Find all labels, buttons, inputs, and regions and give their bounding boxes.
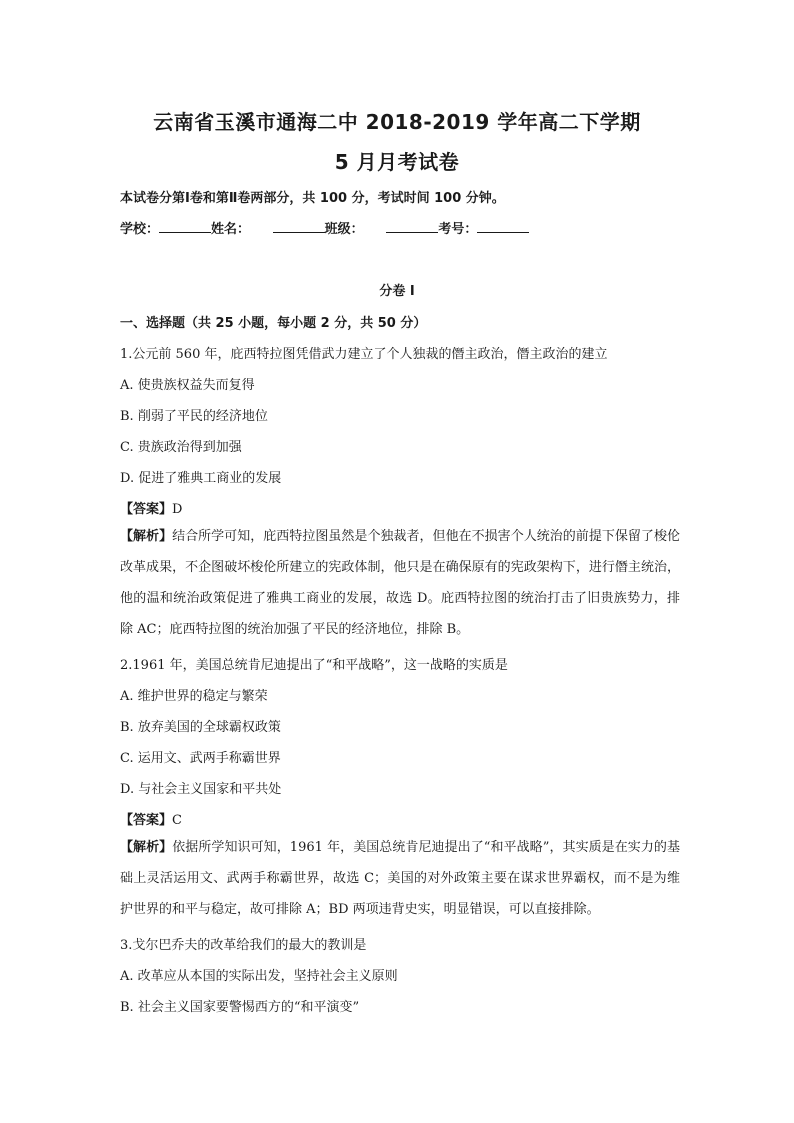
analysis-paragraph [120,832,680,925]
option-d: D. 与社会主义国家和平共处 [120,782,282,797]
answer-tag: 【答案】 [120,502,173,517]
section-title: 分卷 I [379,284,415,299]
answer-value: C [172,813,182,828]
student-info-fields [120,218,529,237]
analysis-tag: 【解析】 [120,840,173,855]
name-label: 姓名： [211,222,251,237]
exam-title-line1: 云南省玉溪市通海二中 2018-2019 学年高二下学期 [153,110,641,134]
class-label: 班级： [324,222,364,237]
answer-line [120,809,182,828]
option-a: A. 改革应从本国的实际出发，坚持社会主义原则 [120,969,398,984]
question-stem: 1.公元前 560 年，庇西特拉图凭借武力建立了个人独裁的僭主政治，僭主政治的建立 [120,347,608,362]
answer-value: D [172,502,183,517]
analysis-paragraph [120,521,680,645]
exam-info: 本试卷分第Ⅰ卷和第Ⅱ卷两部分，共 100 分，考试时间 100 分钟。 [120,191,505,206]
option-a: A. 维护世界的稳定与繁荣 [120,689,268,704]
option-c: C. 运用文、武两手称霸世界 [120,751,281,766]
analysis-text: 依据所学知识可知，1961 年，美国总统肯尼迪提出了“和平战略”，其实质是在实力的基础上灵活运用文、武两手称霸世界，故选 C；美国的对外政策主要在谋求世界霸权，而不是为维护世界的和平与稳定，故可排除 A；BD 两项违背史实，明显错误，可以直接排除。 [120,840,680,917]
exam-title-line2: 5 月月考试卷 [334,150,460,174]
analysis-tag: 【解析】 [120,529,173,544]
analysis-text: 结合所学可知，庇西特拉图虽然是个独裁者，但他在不损害个人统治的前提下保留了梭伦改革成果，不企图破坏梭伦所建立的宪政体制，他只是在确保原有的宪政架构下，进行僭主统治，他的温和统治政策促进了雅典工商业的发展，故选 D。庇西特拉图的统治打击了旧贵族势力，排除 AC；庇西特拉图的统治加强了平民的经济地位，排除 B。 [120,529,680,637]
option-c: C. 贵族政治得到加强 [120,440,242,455]
name-blank [273,219,325,233]
number-label: 考号： [438,222,478,237]
option-b: B. 放弃美国的全球霸权政策 [120,720,281,735]
number-blank [477,219,529,233]
question-stem: 3.戈尔巴乔夫的改革给我们的最大的教训是 [120,938,367,953]
answer-line [120,498,182,517]
part-title: 一、选择题（共 25 小题，每小题 2 分，共 50 分） [120,316,427,331]
option-d: D. 促进了雅典工商业的发展 [120,471,282,486]
school-label: 学校： [120,222,160,237]
option-b: B. 社会主义国家要警惕西方的“和平演变” [120,1000,360,1015]
option-a: A. 使贵族权益失而复得 [120,378,255,393]
school-blank [159,219,211,233]
answer-tag: 【答案】 [120,813,173,828]
option-b: B. 削弱了平民的经济地位 [120,409,268,424]
class-blank [386,219,438,233]
question-stem: 2.1961 年，美国总统肯尼迪提出了“和平战略”，这一战略的实质是 [120,658,508,673]
